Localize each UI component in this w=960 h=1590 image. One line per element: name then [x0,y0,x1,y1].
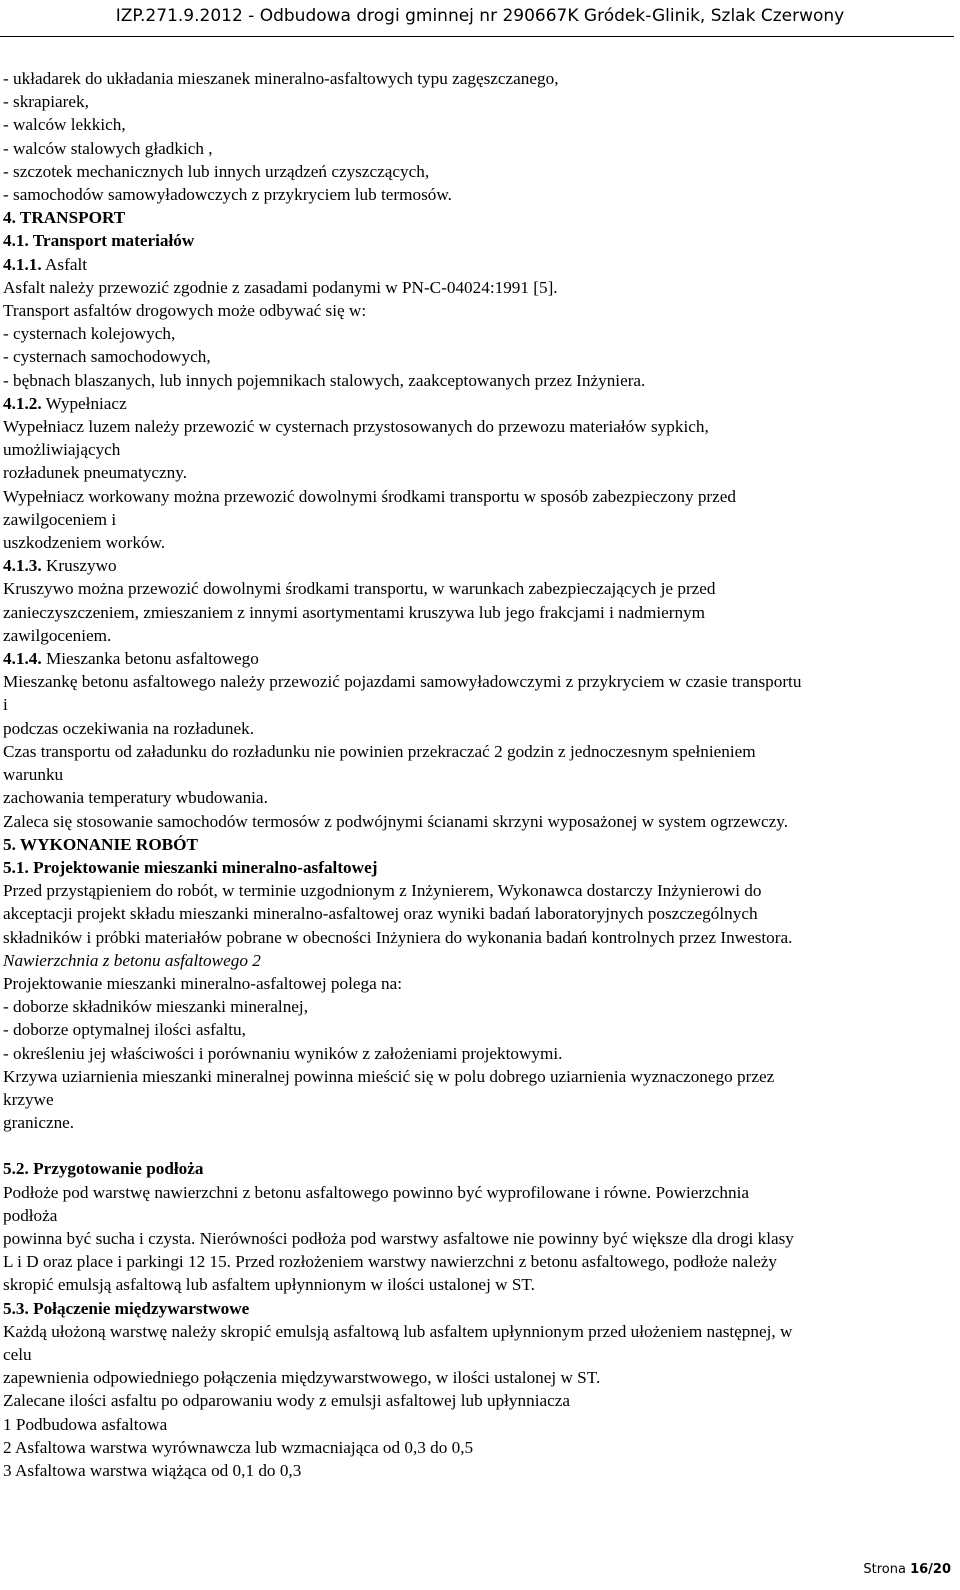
paragraph-line: skropić emulsją asfaltową lub asfaltem upłynnionym w ilości ustalonej w ST. [3,1275,535,1295]
list-item: - bębnach blaszanych, lub innych pojemnikach stalowych, zaakceptowanych przez Inżyniera. [3,370,646,390]
list-item: - określeniu jej właściwości i porównaniu wyników z założeniami projektowymi. [3,1043,563,1063]
paragraph-line: zapewnienia odpowiedniego połączenia międzywarstwowego, w ilości ustalonej w ST. [3,1368,601,1388]
paragraph-line: Przed przystąpieniem do robót, w terminie uzgodnionym z Inżynierem, Wykonawca dostarczy Inżynierowi do [3,881,762,901]
paragraph-line: podczas oczekiwania na rozładunek. [3,718,255,738]
section-number: 4.1.1. [3,254,42,274]
section-number: 4.1.4. [3,649,42,669]
paragraph-line: Zalecane ilości asfaltu po odparowaniu wody z emulsji asfaltowej lub upłynniacza [3,1391,571,1411]
section-heading-5-2: 5.2. Przygotowanie podłoża [3,1159,204,1179]
paragraph-line: Projektowanie mieszanki mineralno-asfaltowej polega na: [3,973,402,993]
paragraph-line: graniczne. [3,1113,75,1133]
page-number: 16/20 [910,1562,951,1577]
list-item: 2 Asfaltowa warstwa wyrównawcza lub wzmacniająca od 0,3 do 0,5 [3,1437,474,1457]
section-heading-4-1: 4.1. Transport materiałów [3,231,195,251]
paragraph-line: składników i próbki materiałów pobrane w obecności Inżyniera do wykonania badań kontrolnych przez Inwestora. [3,927,793,947]
paragraph-line: Wypełniacz luzem należy przewozić w cysternach przystosowanych do przewozu materiałów sypkich, [3,417,709,437]
list-item: - cysternach kolejowych, [3,324,176,344]
section-heading-4-1-1 [3,253,953,276]
section-title: Wypełniacz [41,393,127,413]
section-number: 4.1.2. [3,393,42,413]
page-label: Strona [863,1562,911,1577]
paragraph-line: krzywe [3,1089,54,1109]
paragraph-line: Czas transportu od załadunku do rozładunku nie powinien przekraczać 2 godzin z jednoczesnym spełnieniem [3,741,756,761]
paragraph-line: Transport asfaltów drogowych może odbywać się w: [3,301,367,321]
paragraph-line: akceptacji projekt składu mieszanki mineralno-asfaltowej oraz wyniki badań laboratoryjnych poszczególnych [3,904,758,924]
paragraph-line: uszkodzeniem worków. [3,533,166,553]
list-item: - cysternach samochodowych, [3,347,211,367]
paragraph-line: Wypełniacz workowany można przewozić dowolnymi środkami transportu w sposób zabezpieczony przed [3,486,737,506]
paragraph-line: warunku [3,765,64,785]
section-heading-5-3: 5.3. Połączenie międzywarstwowe [3,1298,250,1318]
paragraph-line: Podłoże pod warstwę nawierzchni z betonu asfaltowego powinno być wyprofilowane i równe. Powierzchnia [3,1182,750,1202]
paragraph-line: Każdą ułożoną warstwę należy skropić emulsją asfaltową lub asfaltem upłynnionym przed ułożeniem następnej, w [3,1321,793,1341]
italic-caption: Nawierzchnia z betonu asfaltowego 2 [3,950,261,970]
paragraph-line: powinna być sucha i czysta. Nierówności podłoża pod warstwy asfaltowe nie powinny być większe dla drogi klasy [3,1228,794,1248]
paragraph-line: zawilgoceniem. [3,625,112,645]
paragraph-line: Zaleca się stosowanie samochodów termosów z podwójnymi ścianami skrzyni wyposażonej w system ogrzewczy. [3,811,789,831]
list-item: - szczotek mechanicznych lub innych urządzeń czyszczących, [3,161,430,181]
paragraph-line: zawilgoceniem i [3,509,117,529]
paragraph-line: celu [3,1344,32,1364]
paragraph-line: Asfalt należy przewozić zgodnie z zasadami podanymi w PN-C-04024:1991 [5]. [3,277,558,297]
document-body [3,67,953,1482]
section-heading-4-1-4 [3,647,953,670]
document-title: IZP.271.9.2012 - Odbudowa drogi gminnej nr 290667K Gródek-Glinik, Szlak Czerwony [115,6,845,26]
section-heading-4-1-3 [3,554,953,577]
paragraph-line: Kruszywo można przewozić dowolnymi środkami transportu, w warunkach zabezpieczających je przed [3,579,716,599]
paragraph-line: rozładunek pneumatyczny. [3,463,188,483]
section-title: Mieszanka betonu asfaltowego [41,649,259,669]
paragraph-line: zachowania temperatury wbudowania. [3,788,268,808]
list-item: - walców lekkich, [3,115,126,135]
section-heading-4: 4. TRANSPORT [3,208,126,228]
page-header [0,0,960,38]
paragraph-line: L i D oraz place i parkingi 12 15. Przed rozłożeniem warstwy nawierzchni z betonu asfaltowego, podłoże należy [3,1252,777,1272]
section-heading-5: 5. WYKONANIE ROBÓT [3,834,198,854]
paragraph-line: Mieszankę betonu asfaltowego należy przewozić pojazdami samowyładowczymi z przykryciem w czasie transportu [3,672,802,692]
list-item: - doborze optymalnej ilości asfaltu, [3,1020,246,1040]
list-item: - samochodów samowyładowczych z przykryciem lub termosów. [3,185,452,205]
paragraph-line: Krzywa uziarnienia mieszanki mineralnej powinna mieścić się w polu dobrego uziarnienia wyznaczonego przez [3,1066,775,1086]
blank-line [3,1134,953,1157]
section-title: Asfalt [41,254,88,274]
list-item: - układarek do układania mieszanek mineralno-asfaltowych typu zagęszczanego, [3,69,559,88]
paragraph-line: umożliwiających [3,440,121,460]
section-heading-4-1-2 [3,392,953,415]
paragraph-line: zanieczyszczeniem, zmieszaniem z innymi asortymentami kruszywa lub jego frakcjami i nadmiernym [3,602,706,622]
section-heading-5-1: 5.1. Projektowanie mieszanki mineralno-asfaltowej [3,857,378,877]
list-item: - skrapiarek, [3,92,89,112]
header-divider [0,36,954,37]
paragraph-line: podłoża [3,1205,58,1225]
page-footer [863,1562,951,1577]
list-item: 3 Asfaltowa warstwa wiążąca od 0,1 do 0,3 [3,1460,302,1480]
paragraph-line: i [3,695,8,715]
list-item: - doborze składników mieszanki mineralnej, [3,997,308,1017]
list-item: 1 Podbudowa asfaltowa [3,1414,168,1434]
section-title: Kruszywo [41,556,117,576]
list-item: - walców stalowych gładkich , [3,138,213,158]
section-number: 4.1.3. [3,556,42,576]
